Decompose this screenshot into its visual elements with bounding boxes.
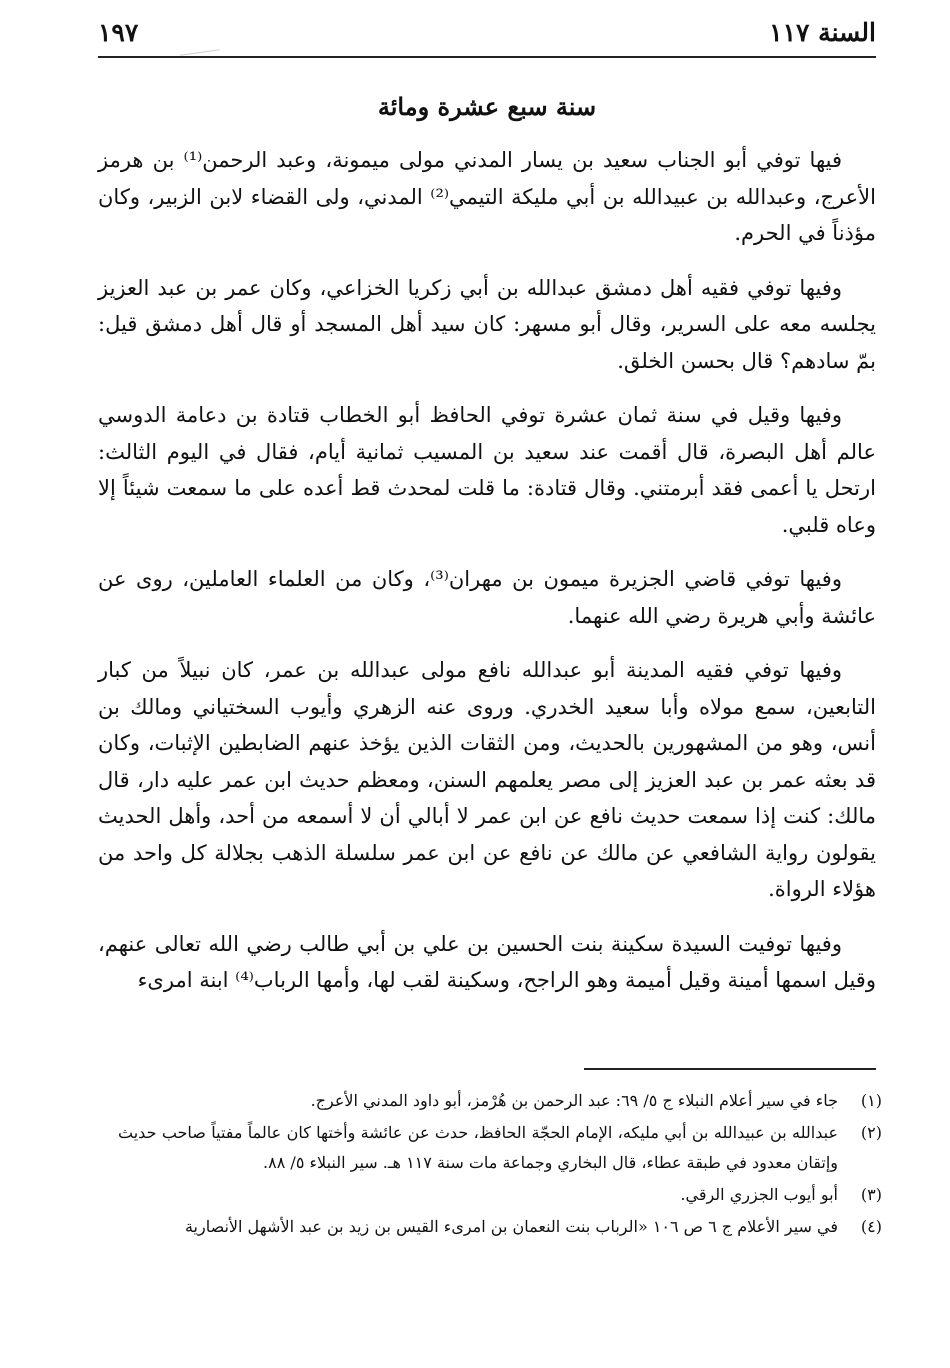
footnote-number: (٢) — [860, 1123, 882, 1142]
footnote-1 — [118, 1086, 882, 1116]
footnote-number: (١) — [860, 1091, 882, 1110]
running-header — [98, 18, 876, 54]
footnote-text: في سير الأعلام ج ٦ ص ١٠٦ «الرباب بنت النعمان بن امرىء القيس بن زيد بن عبد الأشهل الأنصارية — [184, 1217, 838, 1236]
paragraph-2: وفيها توفي فقيه أهل دمشق عبدالله بن أبي زكريا الخزاعي، وكان عمر بن عبد العزيز يجلسه معه على السرير، وقال أبو مسهر: كان سيد أهل المسجد أو قال أهل دمشق قيل: بمّ سادهم؟ قال بحسن الخلق. — [98, 275, 876, 373]
footnote-text: عبدالله بن عبيدالله بن أبي مليكه، الإمام الحجّة الحافظ، حدث عن عائشة وأختها كان عالماً مفتياً صاحب حديث وإتقان معدود في طبقة عطاء، قال البخاري وجماعة مات سنة ١١٧ هـ. سير النبلاء ٥/ ٨٨. — [118, 1123, 838, 1172]
footnote-divider — [584, 1068, 876, 1070]
footnote-4 — [118, 1212, 882, 1242]
page-number: ١٩٧ — [98, 18, 139, 47]
footnote-number: (٤) — [860, 1217, 882, 1236]
paragraph-6: وفيها توفيت السيدة سكينة بنت الحسين بن علي بن أبي طالب رضي الله تعالى عنهم، وقيل اسمها أمينة وقيل أميمة وهو الراجح، وسكينة لقب لها، وأمها الرباب⁽⁴⁾ ابنة امرىء — [98, 931, 876, 992]
footnote-number: (٣) — [860, 1185, 882, 1204]
paragraph-1: فيها توفي أبو الجناب سعيد بن يسار المدني مولى ميمونة، وعبد الرحمن⁽¹⁾ بن هرمز الأعرج، وعبدالله بن عبيدالله بن أبي مليكة التيمي⁽²⁾ المدني، ولى القضاء لابن الزبير، وكان مؤذناً في الحرم. — [98, 148, 876, 245]
paragraph-4: وفيها توفي قاضي الجزيرة ميمون بن مهران⁽³⁾، وكان من العلماء العاملين، روى عن عائشة وأبي هريرة رضي الله عنهما. — [98, 567, 876, 628]
section-title: سنة سبع عشرة ومائة — [377, 92, 597, 121]
footnote-text: جاء في سير أعلام النبلاء ج ٥/ ٦٩: عبد الرحمن بن هُرْمز، أبو داود المدني الأعرج. — [310, 1091, 838, 1110]
paragraph-3: وفيها وقيل في سنة ثمان عشرة توفي الحافظ أبو الخطاب قتادة بن دعامة الدوسي عالم أهل البصرة، قال أقمت عند سعيد بن المسيب ثمانية أيام، فقال في اليوم الثالث: ارتحل يا أعمى فقد أبرمتني. وقال قتادة: ما قلت لمحدث قط أعده على ما سمعت شيئاً إلا وعاه قلبي. — [98, 403, 876, 537]
footnote-text: أبو أيوب الجزري الرقي. — [680, 1185, 838, 1204]
body-text — [98, 142, 876, 1017]
paragraph-5: وفيها توفي فقيه المدينة أبو عبدالله نافع مولى عبدالله بن عمر، كان نبيلاً من كبار التابعين، سمع مولاه وأبا سعيد الخدري. وروى عنه الزهري وأيوب السختياني ومالك بن أنس، وهو من المشهورين بالحديث، ومن الثقات الذين يؤخذ عنهم الضابطين الإثبات، وكان قد بعثه عمر بن عبد العزيز إلى مصر يعلمهم السنن، ومعظم حديث ابن عمر عليه دار، قال مالك: كنت إذا سمعت حديث نافع عن ابن عمر لا أبالي أن لا أسمعه من أحد، وأهل الحديث يقولون رواية الشافعي عن مالك عن نافع عن ابن عمر سلسلة الذهب بجلالة كل واحد من هؤلاء الرواة. — [98, 658, 876, 901]
footnote-3 — [118, 1180, 882, 1210]
header-year-label: السنة ١١٧ — [769, 18, 876, 47]
footnote-2 — [118, 1118, 882, 1178]
footnotes — [118, 1086, 882, 1244]
header-divider — [98, 56, 876, 58]
